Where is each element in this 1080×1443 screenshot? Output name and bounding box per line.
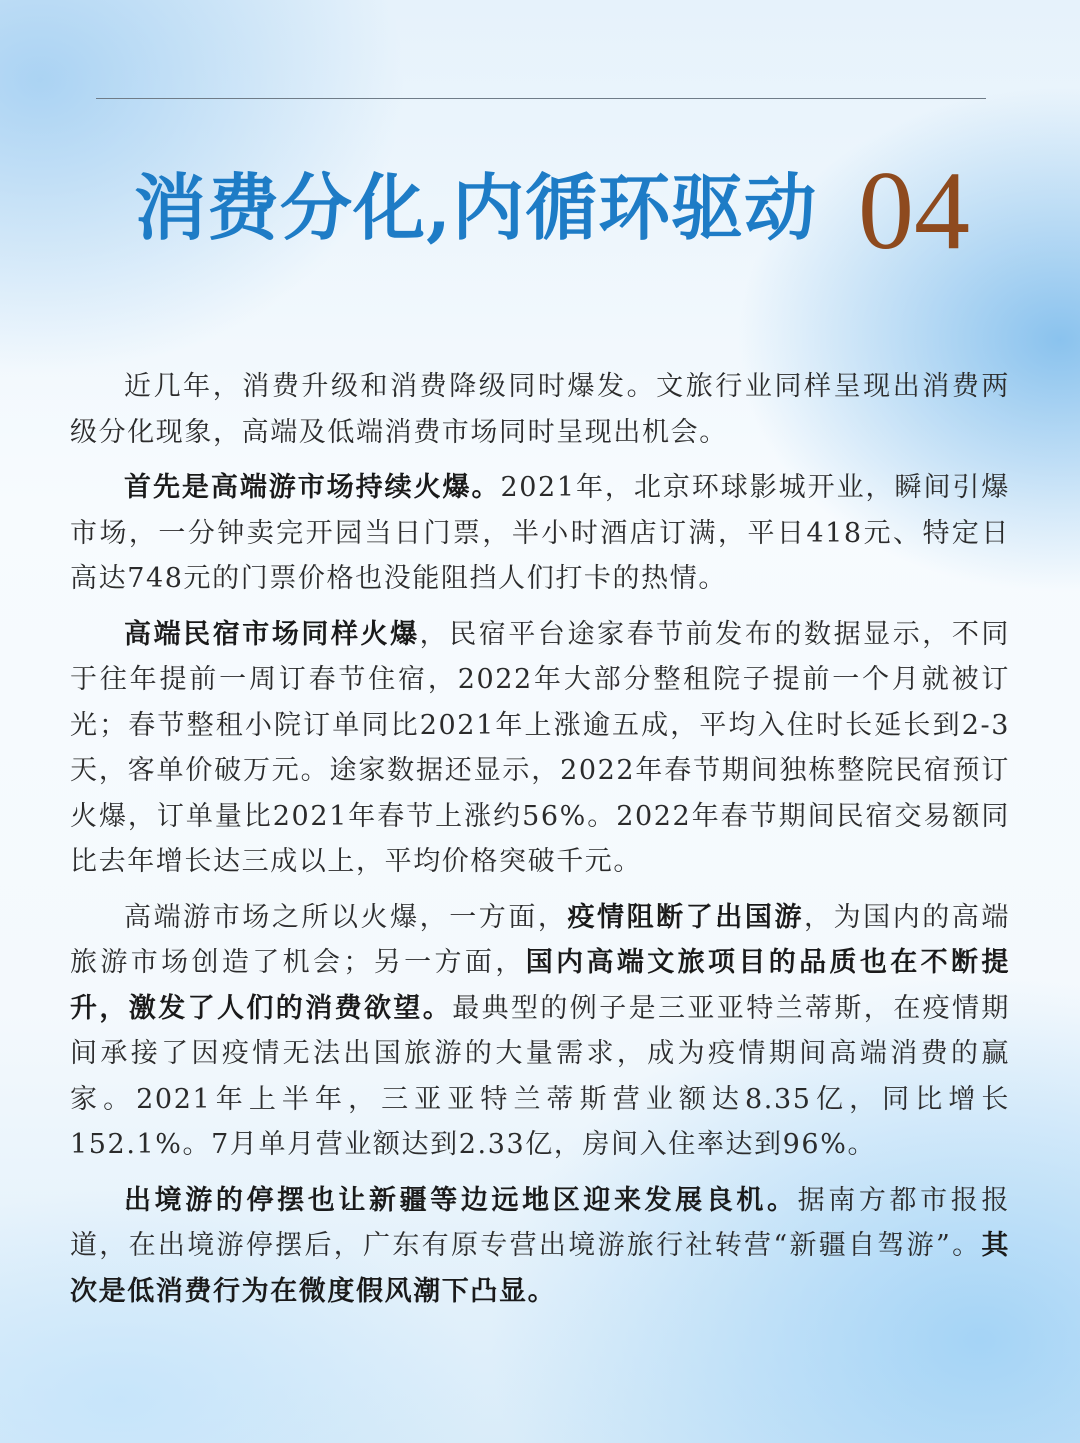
paragraph-text: 近几年，消费升级和消费降级同时爆发。文旅行业同样呈现出消费两级分化现象，高端及低端消费市场同时呈现出机会。 [70,371,1010,448]
paragraph [70,364,1010,455]
top-divider-line [96,98,986,99]
page-title: 消费分化,内循环驱动 [134,165,818,250]
paragraph-text: 最典型的例子是三亚亚特兰蒂斯，在疫情期间承接了因疫情无法出国旅游的大量需求，成为疫情期间高端消费的赢家。2021年上半年，三亚亚特兰蒂斯营业额达8.35亿，同比增长152.1%。7月单月营业额达到2.33亿，房间入住率达到96%。 [70,992,1010,1160]
section-number: 04 [858,149,970,273]
paragraph [70,612,1010,885]
paragraph [70,1178,1010,1315]
paragraph-highlight: 首先是高端游市场持续火爆。 [124,472,501,503]
paragraph-highlight: 疫情阻断了出国游 [567,901,805,933]
paragraph [70,465,1010,602]
paragraph-text: ，民宿平台途家春节前发布的数据显示，不同于往年提前一周订春节住宿，2022年大部分整租院子提前一个月就被订光；春节整租小院订单同比2021年上涨逾五成，平均入住时长延长到2-3天，客单价破万元。途家数据还显示，2022年春节期间独栋整院民宿预订火爆，订单量比2021年春节上涨约56%。2022年春节期间民宿交易额同比去年增长达三成以上，平均价格突破千元。 [70,618,1010,877]
article-body [70,364,1010,1324]
paragraph-highlight: 其次是低消费行为在微度假风潮下凸显。 [70,1230,1010,1307]
paragraph-text: 高端游市场之所以火爆，一方面， [124,901,568,933]
paragraph-text: 2021年，北京环球影城开业，瞬间引爆市场，一分钟卖完开园当日门票，半小时酒店订满，平日418元、特定日高达748元的门票价格也没能阻挡人们打卡的热情。 [70,472,1010,594]
paragraph-highlight: 国内高端文旅项目的品质也在不断提升，激发了人们的消费欲望。 [70,947,1010,1024]
paragraph [70,895,1010,1168]
paragraph-highlight: 高端民宿市场同样火爆 [124,618,420,650]
paragraph-highlight: 出境游的停摆也让新疆等边远地区迎来发展良机。 [124,1184,798,1216]
paragraph-text: 据南方都市报报道，在出境游停摆后，广东有原专营出境游旅行社转营“新疆自驾游”。 [70,1184,1010,1261]
paragraph-text: ，为国内的高端旅游市场创造了机会；另一方面， [70,901,1011,978]
